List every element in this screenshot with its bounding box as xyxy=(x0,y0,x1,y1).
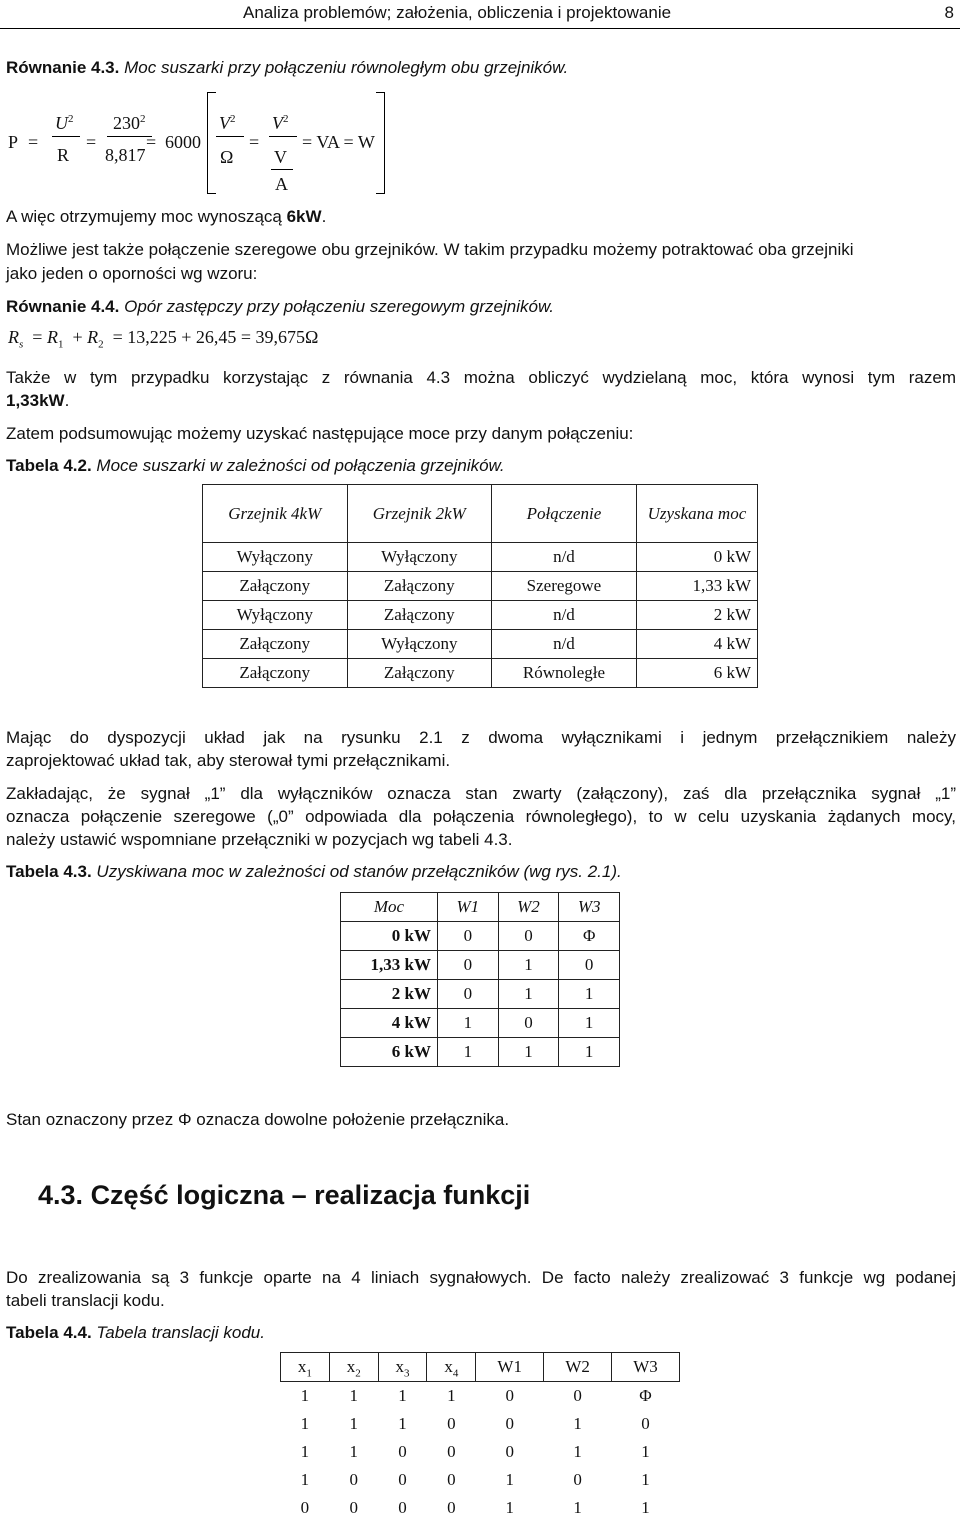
table-cell: 1 xyxy=(641,1470,650,1489)
table-cell: 1 xyxy=(398,1386,407,1405)
column-header: W1 xyxy=(456,897,480,916)
formula-230: $230^2$ xyxy=(113,113,146,133)
column-header: $x_4$ xyxy=(427,1353,476,1382)
paragraph-line: tabeli translacji kodu. xyxy=(6,1291,165,1310)
table-row xyxy=(341,1038,620,1067)
table-cell: 0 xyxy=(349,1470,358,1489)
table-cell: 0 xyxy=(641,1414,650,1433)
section-heading: 4.3. Część logiczna – realizacja funkcji xyxy=(38,1180,531,1210)
table-cell: 0 xyxy=(349,1498,358,1517)
table-cell: Załączony xyxy=(203,630,348,659)
power-table xyxy=(202,484,758,688)
paragraph-line: jako jeden o oporności wg wzoru: xyxy=(6,264,258,283)
table-cell: 1 xyxy=(573,1442,582,1461)
table-cell: 0 xyxy=(573,1386,582,1405)
table-cell: 0 xyxy=(447,1470,456,1489)
table-cell: 0 xyxy=(438,980,499,1009)
table-cell: 2 kW xyxy=(341,980,438,1009)
table-cell: 0 kW xyxy=(341,922,438,951)
table-cell: 1 xyxy=(505,1470,514,1489)
table-row xyxy=(341,951,620,980)
column-header: Grzejnik 4kW xyxy=(228,503,322,523)
column-header: Moc xyxy=(373,897,405,916)
paragraph-line: oznacza połączenie szeregowe („0” odpowiada dla połączenia równoległego), to w celu uzyskania żądanych mocy, xyxy=(6,807,956,826)
fraction-bar xyxy=(271,169,293,170)
column-header: Uzyskana moc xyxy=(647,503,747,523)
table-row xyxy=(203,601,758,630)
paragraph-line: Stan oznaczony przez Φ oznacza dowolne położenie przełącznika. xyxy=(6,1110,510,1129)
paragraph-line: Do zrealizowania są 3 funkcje oparte na 4 liniach sygnałowych. De facto należy zrealizować 3 funkcje wg podanej xyxy=(6,1268,956,1287)
equation-caption xyxy=(6,297,554,317)
table-cell: Φ xyxy=(639,1386,652,1405)
table-cell: 1 xyxy=(505,1498,514,1517)
table-cell: Wyłączony xyxy=(203,543,348,572)
table-cell: Równoległe xyxy=(492,659,637,688)
table-cell: n/d xyxy=(492,543,637,572)
table-cell: 1 xyxy=(498,1038,559,1067)
column-header: W3 xyxy=(612,1353,680,1382)
table-cell: Wyłączony xyxy=(347,543,492,572)
table-row xyxy=(281,1410,680,1438)
equation-caption-text: Opór zastępczy przy połączeniu szeregowym grzejników. xyxy=(124,297,555,316)
table-row xyxy=(341,980,620,1009)
table-caption: Tabela 4.3. Uzyskiwana moc w zależności od stanów przełączników (wg rys. 2.1). xyxy=(6,862,622,881)
table-cell: Załączony xyxy=(347,572,492,601)
code-translation-table xyxy=(280,1352,680,1522)
table-cell: 0 xyxy=(498,1009,559,1038)
table-cell: 4 kW xyxy=(636,630,757,659)
page-header xyxy=(0,0,960,29)
column-header: Połączenie xyxy=(526,503,602,523)
table-cell: n/d xyxy=(492,630,637,659)
formula-eq: = xyxy=(86,132,97,152)
table-cell: 1 xyxy=(398,1414,407,1433)
table-header-row xyxy=(203,485,758,543)
table-cell: 1 xyxy=(573,1498,582,1517)
table-cell: 0 xyxy=(447,1414,456,1433)
table-row xyxy=(281,1494,680,1522)
column-header: W1 xyxy=(476,1353,544,1382)
page-number: 8 xyxy=(944,3,954,22)
table-cell: 0 xyxy=(573,1470,582,1489)
paragraph-line: Także w tym przypadku korzystając z równania 4.3 można obliczyć wydzielaną moc, która wynosi tym razem xyxy=(6,368,956,387)
table-row xyxy=(341,1009,620,1038)
table-cell: 6 kW xyxy=(636,659,757,688)
equation-caption-text: Moc suszarki przy połączeniu równoległym obu grzejników. xyxy=(124,58,569,77)
column-header: Grzejnik 2kW xyxy=(372,503,466,523)
table-cell: 0 kW xyxy=(636,543,757,572)
table-header-row xyxy=(341,893,620,922)
fraction-bar xyxy=(269,136,297,137)
table-cell: 1 xyxy=(641,1442,650,1461)
table-row xyxy=(203,630,758,659)
table-cell: 1 xyxy=(438,1009,499,1038)
formula-v: $V^2$ xyxy=(272,113,289,133)
table-row xyxy=(281,1466,680,1494)
table-cell: Wyłączony xyxy=(347,630,492,659)
column-header: W3 xyxy=(577,897,601,916)
table-cell: 0 xyxy=(559,951,620,980)
table-cell: 1 xyxy=(349,1414,358,1433)
formula-p: P xyxy=(8,132,19,152)
paragraph-line: Mając do dyspozycji układ jak na rysunku 2.1 z dwoma wyłącznikami i jednym przełącznikiem należy xyxy=(6,728,956,747)
table-cell: 1 xyxy=(498,951,559,980)
omega-symbol: Ω xyxy=(220,147,234,167)
table-cell: 2 kW xyxy=(636,601,757,630)
column-header: W2 xyxy=(544,1353,612,1382)
formula-eq: = xyxy=(249,132,260,152)
table-row xyxy=(203,659,758,688)
table-row xyxy=(281,1438,680,1466)
table-cell: 1 xyxy=(559,980,620,1009)
table-cell: Φ xyxy=(559,922,620,951)
table-cell: 0 xyxy=(498,922,559,951)
table-row xyxy=(341,922,620,951)
table-cell: 1 xyxy=(300,1442,310,1461)
table-cell: 1 xyxy=(447,1386,456,1405)
equation-caption xyxy=(6,58,568,78)
paragraph-line: zaprojektować układ tak, aby sterował tymi przełącznikami. xyxy=(6,751,451,770)
table-header-row xyxy=(281,1353,680,1382)
right-bracket xyxy=(376,92,385,194)
table-cell: 0 xyxy=(300,1498,310,1517)
formula-u: $U^2$ xyxy=(55,113,74,133)
table-caption: Tabela 4.4. Tabela translacji kodu. xyxy=(6,1323,265,1342)
column-header: $x_3$ xyxy=(378,1353,427,1382)
switch-state-table xyxy=(340,892,620,1067)
column-header: $x_2$ xyxy=(329,1353,378,1382)
formula-eq: = xyxy=(146,132,157,152)
table-cell: n/d xyxy=(492,601,637,630)
fraction-bar xyxy=(52,136,80,137)
equation-label: Równanie 4.4. xyxy=(6,297,120,316)
table-cell: 0 xyxy=(398,1442,407,1461)
equation-label: Równanie 4.3. xyxy=(6,58,120,77)
table-cell: 0 xyxy=(505,1442,514,1461)
table-cell: 1 xyxy=(559,1009,620,1038)
table-cell: 6 kW xyxy=(341,1038,438,1067)
table-cell: 1 xyxy=(438,1038,499,1067)
formula-6000: 6000 xyxy=(165,132,201,152)
table-cell: 1 xyxy=(349,1386,358,1405)
formula-8817: 8,817 xyxy=(105,145,146,165)
table-cell: Załączony xyxy=(347,659,492,688)
table-cell: 1 xyxy=(559,1038,620,1067)
table-cell: Załączony xyxy=(203,572,348,601)
formula-v: $V^2$ xyxy=(219,113,236,133)
table-cell: 1 xyxy=(300,1414,310,1433)
table-cell: 0 xyxy=(505,1386,514,1405)
column-header: $x_1$ xyxy=(281,1353,330,1382)
table-cell: 1 xyxy=(573,1414,582,1433)
formula-r: R xyxy=(57,145,70,165)
paragraph-line: należy ustawić wspomniane przełączniki w pozycjach wg tabeli 4.3. xyxy=(6,830,513,849)
fraction-bar xyxy=(216,136,244,137)
table-cell: 0 xyxy=(398,1470,407,1489)
table-cell: 0 xyxy=(447,1498,456,1517)
formula-v: V xyxy=(274,147,287,167)
table-cell: Załączony xyxy=(347,601,492,630)
paragraph-line: Możliwe jest także połączenie szeregowe obu grzejników. W takim przypadku możemy potraktować oba grzejniki xyxy=(6,240,854,259)
formula-eq: = xyxy=(28,132,39,152)
table-cell: 1 xyxy=(349,1442,358,1461)
table-cell: 1,33 kW xyxy=(341,951,438,980)
table-cell: 0 xyxy=(398,1498,407,1517)
paragraph-line: Zatem podsumowując możemy uzyskać następujące moce przy danym połączeniu: xyxy=(6,424,634,443)
paragraph-line: Zakładając, że sygnał „1” dla wyłączników oznacza stan zwarty (załączony), zaś dla przełącznika sygnał „1” xyxy=(6,784,956,803)
table-caption: Tabela 4.2. Moce suszarki w zależności od połączenia grzejników. xyxy=(6,456,505,475)
table-cell: 0 xyxy=(438,951,499,980)
table-row xyxy=(203,572,758,601)
table-cell: 0 xyxy=(505,1414,514,1433)
result-paragraph: A więc otrzymujemy moc wynoszącą 6kW. xyxy=(6,207,327,226)
resistance-formula: $R_s = R_1 + R_2 = 13,225 + 26,45 = 39,675\Omega$ xyxy=(8,327,319,351)
table-cell: 1 xyxy=(641,1498,650,1517)
column-header: W2 xyxy=(517,897,540,916)
table-cell: 0 xyxy=(438,922,499,951)
paragraph-line: 1,33kW. xyxy=(6,391,70,410)
running-title: Analiza problemów; założenia, obliczenia i projektowanie xyxy=(243,3,672,22)
formula-va-w: = VA = W xyxy=(302,132,375,152)
table-cell: Wyłączony xyxy=(203,601,348,630)
table-row xyxy=(281,1382,680,1411)
table-cell: 1 xyxy=(300,1386,310,1405)
table-cell: 1,33 kW xyxy=(636,572,757,601)
table-cell: 1 xyxy=(498,980,559,1009)
table-cell: Załączony xyxy=(203,659,348,688)
table-cell: Szeregowe xyxy=(492,572,637,601)
table-cell: 1 xyxy=(300,1470,310,1489)
formula-a: A xyxy=(275,174,288,194)
table-cell: 0 xyxy=(447,1442,456,1461)
table-cell: 4 kW xyxy=(341,1009,438,1038)
table-row xyxy=(203,543,758,572)
left-bracket xyxy=(207,92,216,194)
